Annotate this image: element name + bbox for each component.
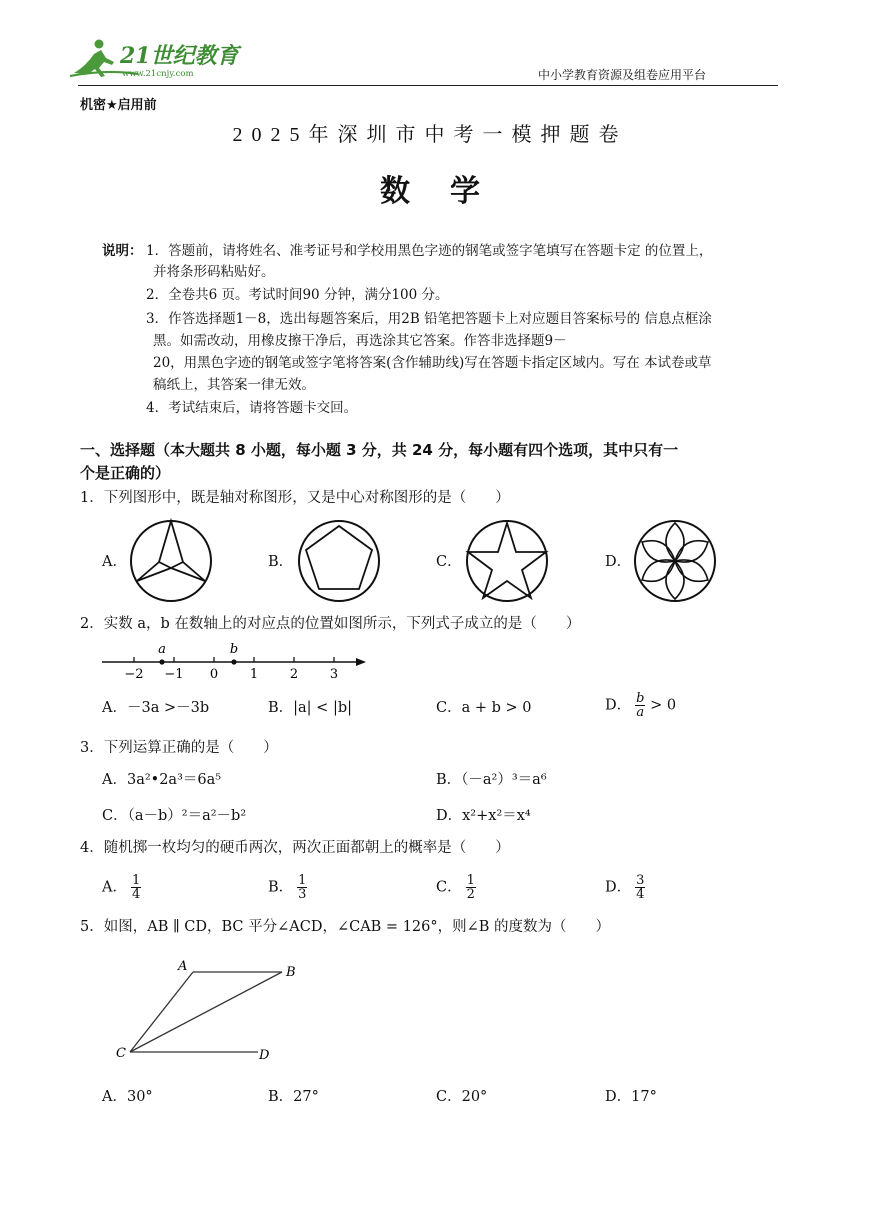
instruction-line: 4．考试结束后，请将答题卡交回。: [146, 400, 358, 416]
exam-title: 2025年深圳市中考一模押题卷: [232, 124, 628, 146]
axis-tick-label: −2: [124, 667, 144, 682]
fraction-numerator: 1: [131, 873, 141, 888]
question-3-stem: 3．下列运算正确的是（ ）: [80, 740, 278, 756]
q4-option-a: [102, 874, 141, 901]
question-1-stem: 1．下列图形中，既是轴对称图形，又是中心对称图形的是（ ）: [80, 490, 510, 506]
axis-tick-label: 0: [209, 667, 219, 682]
q4-option-b: [268, 874, 307, 901]
q2-option-d: [605, 692, 676, 719]
fraction-numerator: 1: [466, 873, 475, 888]
q1-figure-d: [632, 518, 718, 604]
q3-option-c: C．（a－b）²＝a²－b²: [102, 808, 247, 824]
section-heading: 一、选择题（本大题共 8 小题，每小题 3 分，共 24 分，每小题有四个选项，其中只有一: [80, 441, 679, 459]
fraction-denominator: 2: [466, 887, 475, 902]
point-b: [231, 659, 236, 664]
q4-option-d-label: D．: [605, 879, 632, 896]
q5-option-d: D．17°: [605, 1089, 657, 1105]
q4-option-c: [436, 874, 476, 901]
q4-option-a-fraction: [131, 874, 141, 901]
question-4-stem: 4．随机掷一枚均匀的硬币两次，两次正面都朝上的概率是（ ）: [80, 840, 510, 856]
point-b-label: b: [229, 642, 239, 657]
point-b-label: B: [286, 965, 296, 980]
q2-number-line: [96, 640, 376, 682]
header-divider: [78, 85, 778, 86]
q1-option-d-label: D．: [605, 554, 632, 570]
q4-option-a-label: A．: [102, 879, 127, 896]
instruction-line: 2．全卷共6 页。考试时间90 分钟，满分100 分。: [146, 287, 449, 303]
q5-option-b: B．27°: [268, 1089, 319, 1105]
axis-tick-label: 2: [289, 667, 299, 682]
point-a-label: A: [178, 959, 188, 974]
axis-tick-label: 3: [329, 667, 339, 682]
subject-title: 数学: [380, 174, 520, 209]
q5-option-a: A．30°: [102, 1089, 153, 1105]
q1-option-b-label: B．: [268, 554, 294, 570]
q2-option-c: C．a + b > 0: [436, 700, 532, 716]
section-heading-cont: 个是正确的）: [80, 464, 171, 482]
fraction-numerator: 1: [298, 873, 307, 888]
q4-option-b-label: B．: [268, 879, 294, 896]
point-d-label: D: [259, 1048, 270, 1063]
q4-option-d: [605, 874, 645, 901]
q2-option-d-label: D．: [605, 697, 632, 714]
q2-option-d-fraction: [635, 692, 645, 719]
point-a-label: a: [158, 642, 166, 657]
fraction-denominator: 4: [131, 887, 141, 902]
instruction-line: 稿纸上，其答案一律无效。: [153, 377, 315, 393]
q4-option-d-fraction: [635, 874, 645, 901]
q1-option-a-label: A．: [102, 554, 127, 570]
q5-option-c: C．20°: [436, 1089, 488, 1105]
q5-geometry-figure: [110, 955, 296, 1065]
question-2-stem: 2．实数 a，b 在数轴上的对应点的位置如图所示，下列式子成立的是（ ）: [80, 616, 581, 632]
q1-option-c-label: C．: [436, 554, 462, 570]
q4-option-b-fraction: [297, 874, 307, 901]
q3-option-d: D．x²+x²＝x⁴: [436, 808, 531, 824]
q1-figure-c: [464, 518, 550, 604]
fraction-numerator: b: [636, 691, 645, 706]
fraction-numerator: 3: [636, 873, 645, 888]
axis-tick-label: −1: [164, 667, 184, 682]
instruction-line: 20，用黑色字迹的钢笔或签字笔将答案(含作辅助线)写在答题卡指定区域内。写在 本试卷或草: [153, 355, 712, 371]
q4-option-c-label: C．: [436, 879, 462, 896]
q2-option-a: A．－3a >－3b: [102, 700, 210, 716]
instruction-line: 1．答题前，请将姓名、准考证号和学校用黑色字迹的钢笔或签字笔填写在答题卡定 的位置上，: [146, 243, 713, 259]
platform-name: 中小学教育资源及组卷应用平台: [538, 68, 707, 82]
q3-option-b: B．（－a²）³＝a⁶: [436, 772, 547, 788]
q4-option-c-fraction: [466, 874, 476, 901]
q1-figure-b: [296, 518, 382, 604]
q3-option-a: A．3a²•2a³＝6a⁵: [102, 772, 222, 788]
question-5-stem: 5．如图，AB ∥ CD，BC 平分∠ACD，∠CAB = 126°，则∠B 的度数为（ ）: [80, 919, 611, 935]
fraction-denominator: 4: [636, 887, 645, 902]
point-c-label: C: [116, 1046, 126, 1061]
instruction-line: 黑。如需改动，用橡皮擦干净后，再选涂其它答案。作答非选择题9－: [153, 333, 567, 349]
fraction-denominator: 3: [298, 887, 307, 902]
q2-option-b: B．|a| < |b|: [268, 700, 352, 716]
svg-text:21世纪教育: 21世纪教育: [120, 43, 239, 69]
instruction-line: 并将条形码粘贴好。: [153, 264, 275, 280]
logo: [68, 36, 239, 80]
fraction-denominator: a: [636, 705, 645, 720]
instructions-label: 说明：: [102, 243, 143, 259]
point-a: [159, 659, 164, 664]
instruction-line: 3．作答选择题1－8，选出每题答案后，用2B 铅笔把答题卡上对应题目答案标号的 信息点框涂: [146, 311, 712, 327]
axis-tick-label: 1: [249, 667, 259, 682]
svg-text:www.21cnjy.com: www.21cnjy.com: [122, 69, 194, 79]
secret-label: 机密★启用前: [80, 98, 157, 113]
q2-option-d-rest: > 0: [650, 697, 677, 714]
q1-figure-a: [128, 518, 214, 604]
